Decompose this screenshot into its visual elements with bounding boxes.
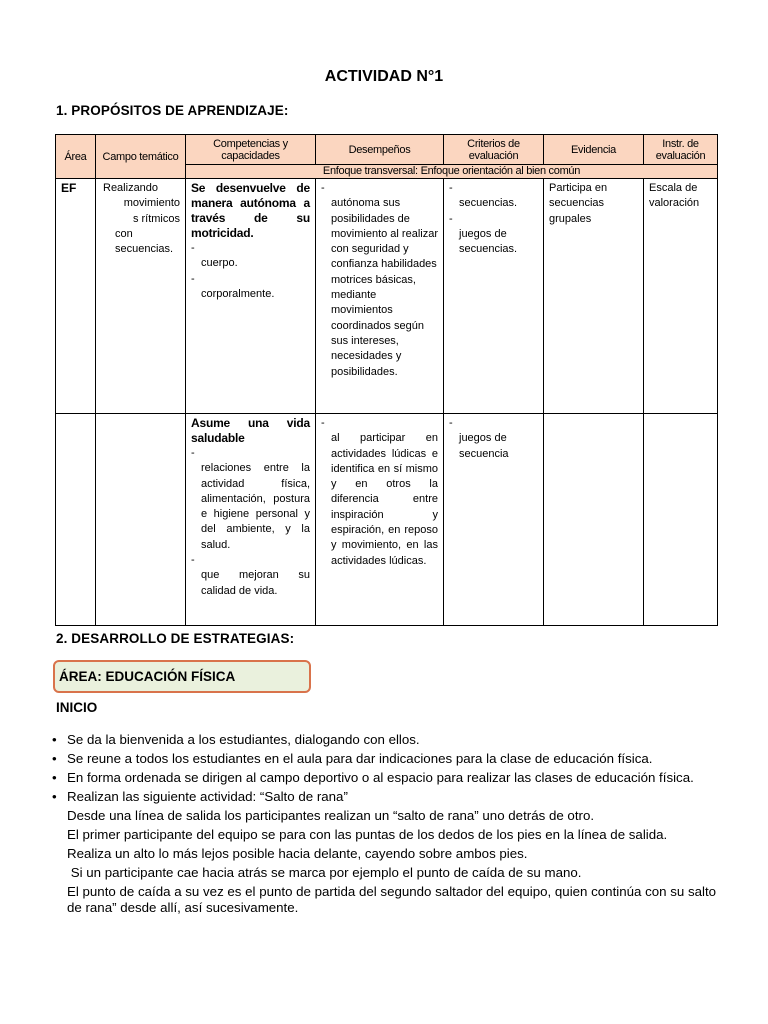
- table-row: [56, 179, 718, 414]
- list-item-text: Se reune a todos los estudiantes en el aula para dar indicaciones para la clase de educación física.: [67, 751, 653, 766]
- inicio-heading: INICIO: [56, 700, 98, 715]
- bullet-icon: •: [52, 751, 57, 766]
- list-item: [52, 751, 722, 767]
- paragraph: El punto de caída a su vez es el punto de partida del segundo saltador del equipo, quien continúa con su salto de rana” desde allí, así sucesivamente.: [67, 884, 717, 915]
- header-instr: Instr. de evaluación: [644, 135, 718, 165]
- section-heading-strategies: 2. DESARROLLO DE ESTRATEGIAS:: [56, 631, 295, 646]
- competency-title: saludable: [191, 431, 245, 445]
- campo-line: secuencias.: [115, 243, 174, 256]
- criterio-item: secuencias.: [459, 197, 518, 210]
- row2-campo: [96, 414, 186, 626]
- header-competencias: Competencias y capacidades: [186, 135, 316, 165]
- dash: -: [191, 554, 195, 567]
- competency-title: Asume una vida: [191, 416, 310, 430]
- list-item-text: En forma ordenada se dirigen al campo deportivo o al espacio para realizar las clases de educación física.: [67, 770, 694, 785]
- row2-instr: [644, 414, 718, 626]
- criterio-item: juegos de secuencia: [459, 432, 509, 460]
- activity-description: [52, 732, 722, 919]
- paragraph: Si un participante cae hacia atrás se marca por ejemplo el punto de caída de su mano.: [67, 865, 582, 880]
- campo-line: s rítmicos: [132, 212, 180, 225]
- row1-instr: Escala de valoración: [644, 179, 718, 414]
- learning-purposes-table: [55, 134, 718, 626]
- header-area: Área: [56, 135, 96, 179]
- row1-campo: [96, 179, 186, 414]
- dash: -: [449, 182, 453, 194]
- dash: -: [191, 242, 195, 254]
- row2-competencias: [186, 414, 316, 626]
- page-title: ACTIVIDAD N°1: [324, 68, 444, 85]
- criterio-item: juegos de secuencias.: [459, 227, 518, 256]
- list-item-text: Se da la bienvenida a los estudiantes, dialogando con ellos.: [67, 732, 420, 747]
- dash: -: [449, 212, 453, 225]
- campo-line: Realizando: [103, 182, 159, 194]
- row2-desempeno: [316, 414, 444, 626]
- bullet-icon: •: [52, 770, 57, 785]
- bullet-icon: •: [52, 789, 57, 804]
- header-campo: Campo temático: [96, 135, 186, 179]
- capacity-item: corporalmente.: [201, 287, 275, 300]
- header-criterios: Criterios de evaluación: [444, 135, 544, 165]
- list-item: [52, 770, 722, 786]
- dash: -: [321, 182, 325, 194]
- competency-title: motricidad.: [191, 226, 254, 240]
- row1-evidencia: Participa en secuencias grupales: [544, 179, 644, 414]
- campo-line: con: [115, 227, 133, 240]
- capacity-item: cuerpo.: [201, 257, 238, 270]
- list-item: [52, 732, 722, 748]
- bullet-icon: •: [52, 732, 57, 747]
- table-header-row: [56, 135, 718, 165]
- competency-title: través de su: [191, 211, 310, 225]
- area-label-box: ÁREA: EDUCACIÓN FÍSICA: [53, 660, 311, 693]
- header-desempenos: Desempeños: [316, 135, 444, 165]
- header-evidencia: Evidencia: [544, 135, 644, 165]
- section-heading-purposes: 1. PROPÓSITOS DE APRENDIZAJE:: [56, 103, 289, 118]
- dash: -: [191, 272, 195, 285]
- dash: -: [449, 417, 453, 429]
- row1-area: EF: [56, 179, 96, 414]
- campo-line: movimiento: [123, 197, 180, 210]
- paragraph: Realiza un alto lo más lejos posible hacia delante, cayendo sobre ambos pies.: [67, 846, 528, 861]
- row1-desempeno: [316, 179, 444, 414]
- list-item-text: Realizan las siguiente actividad: “Salto de rana”: [67, 789, 348, 804]
- capacity-item: que mejoran su calidad de vida.: [201, 569, 310, 597]
- row1-competencias: [186, 179, 316, 414]
- row2-area: [56, 414, 96, 626]
- table-row: [56, 414, 718, 626]
- row2-criterios: [444, 414, 544, 626]
- dash: -: [191, 447, 195, 459]
- capacity-item: relaciones entre la actividad física, alimentación, postura e higiene personal y del ambiente, y la salud.: [201, 462, 310, 551]
- row2-evidencia: [544, 414, 644, 626]
- paragraph: Desde una línea de salida los participantes realizan un “salto de rana” uno detrás de otro.: [67, 808, 595, 823]
- list-item: [52, 789, 722, 805]
- desempeno-text: autónoma sus posibilidades de movimiento al realizar con seguridad y confianza habilidades motrices básicas, mediante movimientos coordinados según sus intereses, necesidades y posibilidades.: [331, 197, 438, 378]
- desempeno-text: al participar en actividades lúdicas e identifica en sí mismo y en otros la diferencia entre inspiración y espiración, en reposo y movimiento, en las actividades lúdicas.: [331, 432, 438, 567]
- dash: -: [321, 417, 325, 429]
- enfoque-transversal: Enfoque transversal: Enfoque orientación al bien común: [186, 165, 718, 179]
- competency-title: manera autónoma a: [191, 196, 310, 210]
- competency-title: Se desenvuelve de: [191, 181, 310, 195]
- row1-criterios: [444, 179, 544, 414]
- paragraph: El primer participante del equipo se para con las puntas de los dedos de los pies en la línea de salida.: [67, 827, 668, 842]
